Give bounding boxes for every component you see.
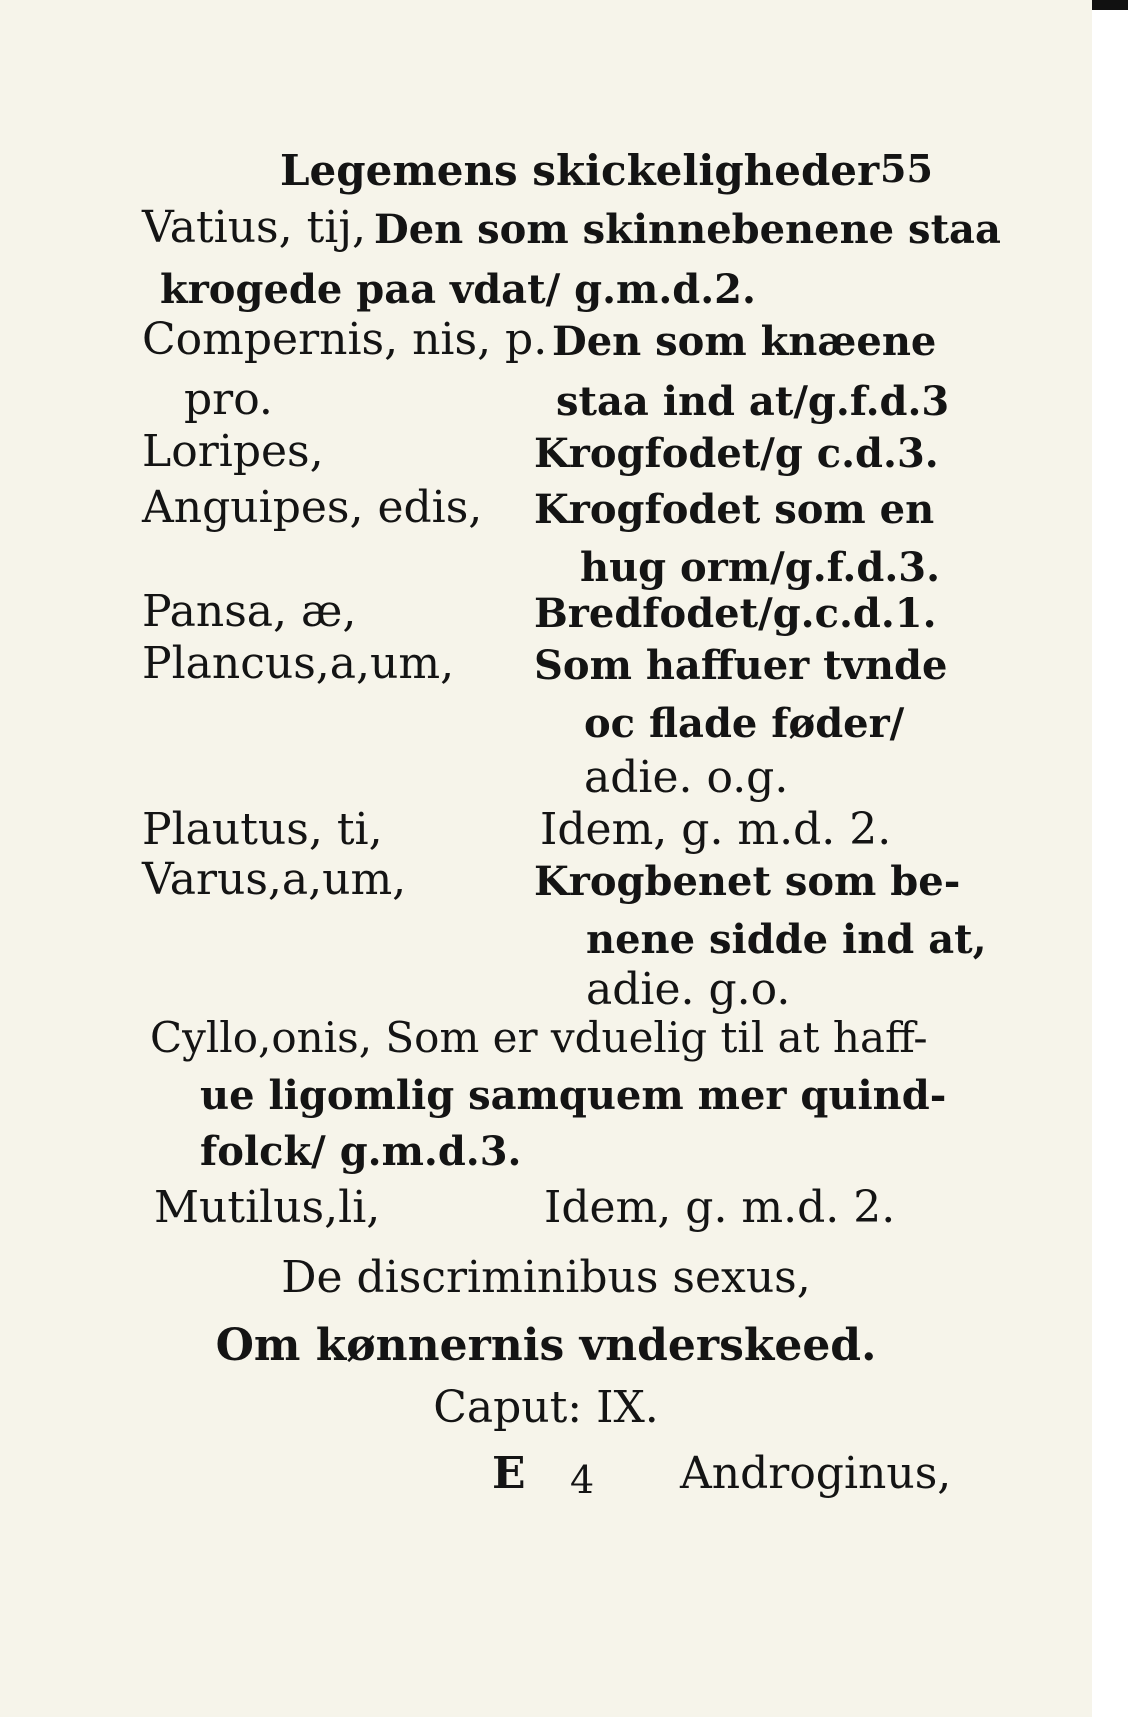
section-latin-title: De discriminibus sexus,: [281, 1252, 811, 1303]
entry-left: Mutilus,li,: [154, 1182, 381, 1233]
entry-right: Idem, g. m.d. 2.: [540, 804, 892, 855]
entry-right: Den som skinnebenene staa: [374, 206, 1001, 253]
entry-right: Den som knæene: [552, 318, 937, 365]
entry-right: Krogbenet som be-: [534, 858, 961, 905]
entry-left: Compernis, nis, p.: [142, 314, 548, 365]
entry-left: Loripes,: [142, 426, 324, 477]
entry-left: Plautus, ti,: [142, 804, 383, 855]
entry-right: Idem, g. m.d. 2.: [544, 1182, 896, 1233]
section-danish-title: Om kønnernis vnderskeed.: [215, 1320, 877, 1371]
entry-left: Anguipes, edis,: [142, 482, 483, 533]
running-title: Legemens skickeligheder: [280, 146, 880, 195]
page-number: 55: [880, 146, 933, 191]
entry-left: Varus,a,um,: [142, 854, 407, 905]
entry-right: Som haffuer tvnde: [534, 642, 948, 689]
entry-left: Pansa, æ,: [142, 586, 357, 637]
entry-right: Krogfodet som en: [534, 486, 935, 533]
entry-right: staa ind at/g.f.d.3: [556, 378, 950, 425]
entry-right: Krogfodet/g c.d.3.: [534, 430, 939, 477]
entry-right: nene sidde ind at,: [586, 916, 987, 963]
entry-right: hug orm/g.f.d.3.: [580, 544, 940, 591]
signature-mark: E: [492, 1448, 526, 1499]
entry-right: oc flade føder/: [584, 700, 905, 747]
signature-number: 4: [570, 1458, 595, 1502]
entry-right: adie. g.o.: [586, 964, 791, 1015]
scan-margin: [1092, 0, 1128, 1717]
entry-right: Bredfodet/g.c.d.1.: [534, 590, 937, 637]
entry-left: Plancus,a,um,: [142, 638, 455, 689]
section-caput: Caput: IX.: [433, 1382, 659, 1433]
entry-cyllo-line2: ue ligomlig samquem mer quind-: [200, 1072, 947, 1119]
entry-left: pro.: [184, 374, 273, 425]
entry-right: krogede paa vdat/ g.m.d.2.: [160, 266, 756, 313]
catchword: Androginus,: [680, 1448, 952, 1499]
entry-cyllo-line1: Cyllo,onis, Som er vduelig til at haff-: [150, 1013, 928, 1062]
scan-edge-mark: [1092, 0, 1128, 10]
entry-cyllo-line3: folck/ g.m.d.3.: [200, 1128, 522, 1175]
entry-right: adie. o.g.: [584, 752, 789, 803]
entry-left: Vatius, tij,: [142, 202, 366, 253]
